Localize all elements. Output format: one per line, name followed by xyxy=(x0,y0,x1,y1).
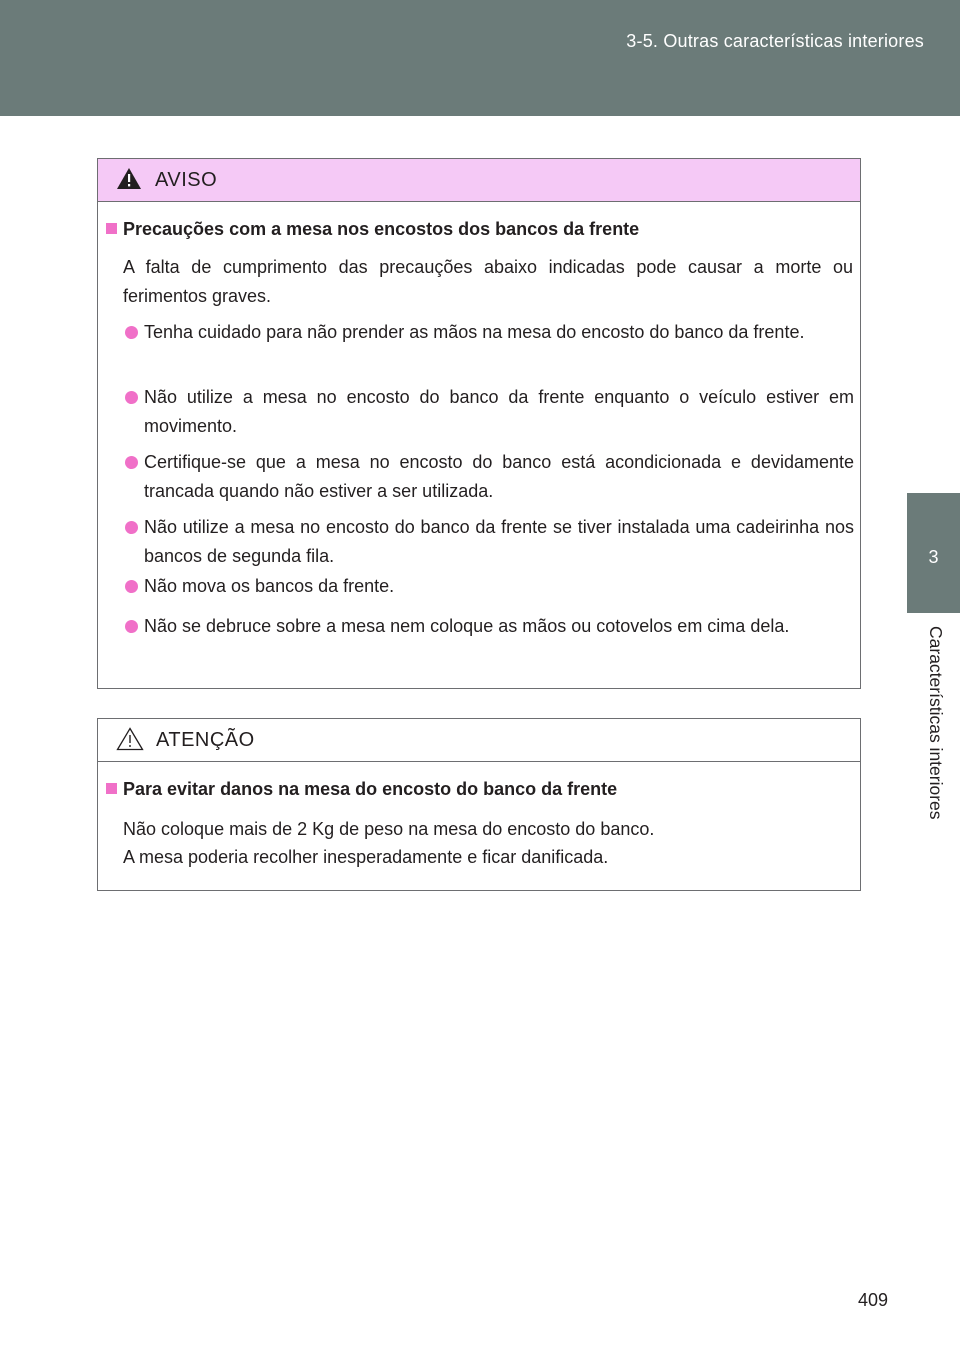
page-number: 409 xyxy=(858,1290,889,1310)
list-item: Não utilize a mesa no encosto do banco da frente se tiver instalada uma cadeirinha nos bancos de segunda fila. xyxy=(125,513,854,571)
chapter-number: 3 xyxy=(928,547,939,567)
aviso-intro: A falta de cumprimento das precauções abaixo indicadas pode causar a morte ou ferimentos graves. xyxy=(123,257,853,306)
warning-filled-icon xyxy=(116,167,142,190)
bullet-dot-icon xyxy=(125,391,138,404)
atencao-title: ATENÇÃO xyxy=(156,729,255,751)
chapter-tab xyxy=(907,493,960,613)
list-item: Não mova os bancos da frente. xyxy=(125,572,854,601)
bullet-dot-icon xyxy=(125,326,138,339)
list-item: Não se debruce sobre a mesa nem coloque as mãos ou cotovelos em cima dela. xyxy=(125,612,854,641)
chapter-label: Características interiores xyxy=(926,626,946,820)
list-item: Tenha cuidado para não prender as mãos na mesa do encosto do banco da frente. xyxy=(125,318,854,347)
atencao-line: Não coloque mais de 2 Kg de peso na mesa do encosto do banco. xyxy=(123,819,655,839)
list-item: Não utilize a mesa no encosto do banco da frente enquanto o veículo estiver em movimento. xyxy=(125,383,854,441)
section-title: 3-5. Outras características interiores xyxy=(626,31,924,51)
atencao-box xyxy=(97,718,861,891)
atencao-header xyxy=(98,719,860,762)
warning-outline-icon xyxy=(116,727,144,751)
aviso-box xyxy=(97,158,861,689)
atencao-line: A mesa poderia recolher inesperadamente e ficar danificada. xyxy=(123,847,609,867)
header-band xyxy=(0,0,960,116)
bullet-dot-icon xyxy=(125,521,138,534)
square-bullet-icon xyxy=(106,223,117,234)
aviso-heading: Precauções com a mesa nos encostos dos bancos da frente xyxy=(106,219,639,240)
bullet-dot-icon xyxy=(125,620,138,633)
atencao-heading: Para evitar danos na mesa do encosto do banco da frente xyxy=(106,779,617,800)
aviso-header xyxy=(98,159,860,202)
square-bullet-icon xyxy=(106,783,117,794)
bullet-dot-icon xyxy=(125,580,138,593)
bullet-dot-icon xyxy=(125,456,138,469)
list-item: Certifique-se que a mesa no encosto do banco está acondicionada e devidamente trancada quando não estiver a ser utilizada. xyxy=(125,448,854,506)
aviso-title: AVISO xyxy=(155,169,218,191)
